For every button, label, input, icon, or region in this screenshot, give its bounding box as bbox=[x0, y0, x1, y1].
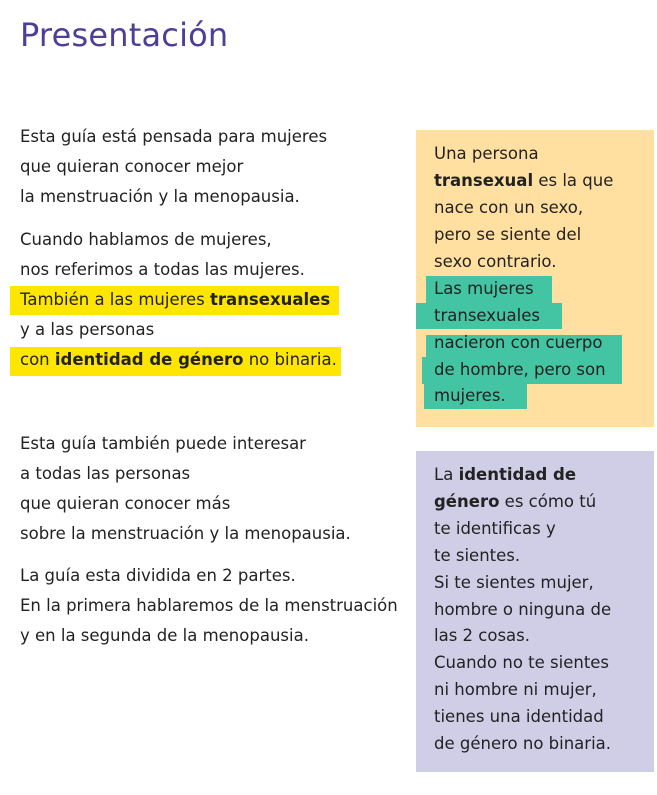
box-text-line: nacieron con cuerpo bbox=[434, 333, 603, 352]
box-text-line: Cuando no te sientes bbox=[434, 653, 610, 672]
text-line: sobre la menstruación y la menopausia. bbox=[20, 524, 351, 543]
box-text-line: hombre o ninguna de bbox=[434, 600, 612, 619]
box-text-line: de género no binaria. bbox=[434, 734, 612, 753]
box-text-line: La identidad de bbox=[434, 465, 577, 484]
text-line: Esta guía también puede interesar bbox=[20, 434, 306, 453]
text-line: Esta guía está pensada para mujeres bbox=[20, 127, 328, 146]
text-line: La guía esta dividida en 2 partes. bbox=[20, 566, 296, 585]
text-line: a todas las personas bbox=[20, 464, 191, 483]
box-text-line: nace con un sexo, bbox=[434, 198, 584, 217]
box-text-line: sexo contrario. bbox=[434, 252, 557, 271]
text-line: que quieran conocer más bbox=[20, 494, 231, 513]
text-line: que quieran conocer mejor bbox=[20, 157, 244, 176]
page-title: Presentación bbox=[20, 16, 229, 54]
box-text-line: pero se siente del bbox=[434, 225, 582, 244]
text-line: En la primera hablaremos de la menstruación bbox=[20, 596, 398, 615]
highlighted-line: con identidad de género no binaria. bbox=[20, 350, 337, 369]
box-text-line: género es cómo tú bbox=[434, 492, 597, 511]
box-text-line: tienes una identidad bbox=[434, 707, 604, 726]
box-text-line: transexuales bbox=[434, 306, 540, 325]
box-text-line: ni hombre ni mujer, bbox=[434, 680, 597, 699]
text-line: y en la segunda de la menopausia. bbox=[20, 626, 309, 645]
box-text-line: de hombre, pero son bbox=[434, 360, 606, 379]
text-line: Cuando hablamos de mujeres, bbox=[20, 230, 272, 249]
box-text-line: Las mujeres bbox=[434, 279, 534, 298]
highlighted-line: También a las mujeres transexuales bbox=[20, 290, 331, 309]
text-line: la menstruación y la menopausia. bbox=[20, 187, 300, 206]
box-text-line: Si te sientes mujer, bbox=[434, 573, 594, 592]
text-line: nos referimos a todas las mujeres. bbox=[20, 260, 305, 279]
box-text-line: te identificas y bbox=[434, 519, 556, 538]
box-text-line: mujeres. bbox=[434, 386, 506, 405]
box-text-line: te sientes. bbox=[434, 546, 521, 565]
box-text-line: transexual es la que bbox=[434, 171, 614, 190]
box-text-line: las 2 cosas. bbox=[434, 626, 530, 645]
box-text-line: Una persona bbox=[434, 144, 539, 163]
text-line: y a las personas bbox=[20, 320, 155, 339]
